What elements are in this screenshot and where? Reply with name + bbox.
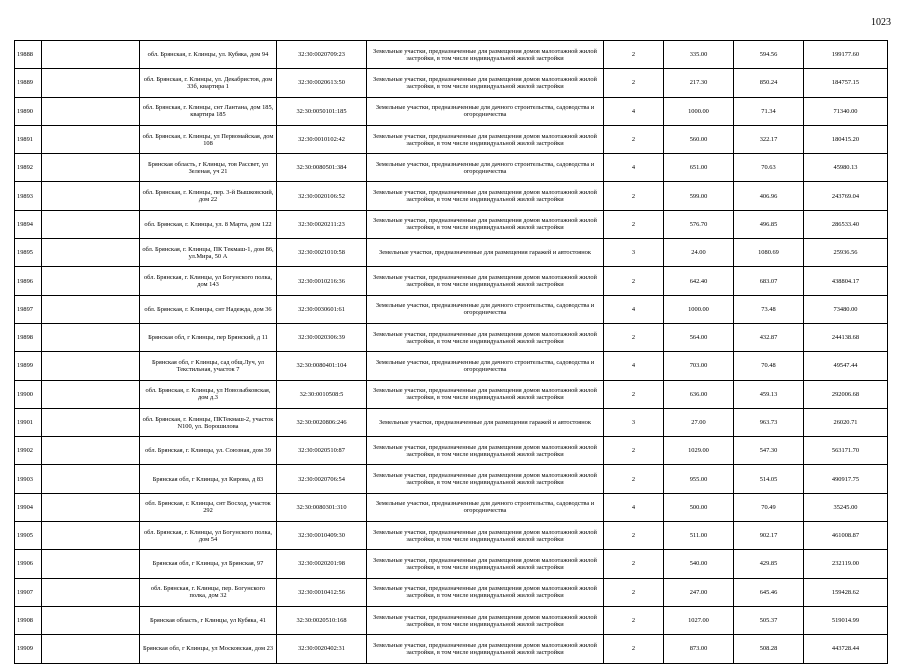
- cadastral-value-cell: 563171.70: [804, 437, 888, 465]
- row-number: 19907: [15, 578, 42, 606]
- specific-value-cell: 594.56: [734, 41, 804, 69]
- specific-value-cell: 514.05: [734, 465, 804, 493]
- cadastral-number-cell: 32:30:0020706:54: [277, 465, 367, 493]
- area-cell: 576.70: [664, 210, 734, 238]
- specific-value-cell: 508.28: [734, 635, 804, 663]
- specific-value-cell: 963.73: [734, 408, 804, 436]
- cadastral-value-table: [14, 40, 888, 664]
- address-cell: обл. Брянская, г. Клинцы, снт Восход, участок 292: [140, 493, 277, 521]
- empty-cell: [42, 97, 140, 125]
- land-purpose-cell: Земельные участки, предназначенные для размещения домов малоэтажной жилой застройки, в том числе индивидуальной жилой застройки: [367, 323, 604, 351]
- group-cell: 4: [604, 295, 664, 323]
- empty-cell: [42, 578, 140, 606]
- cadastral-number-cell: 32:30:0080301:310: [277, 493, 367, 521]
- group-cell: 2: [604, 69, 664, 97]
- row-number: 19903: [15, 465, 42, 493]
- land-purpose-cell: Земельные участки, предназначенные для размещения домов малоэтажной жилой застройки, в том числе индивидуальной жилой застройки: [367, 437, 604, 465]
- group-cell: 2: [604, 41, 664, 69]
- area-cell: 873.00: [664, 635, 734, 663]
- row-number: 19896: [15, 267, 42, 295]
- cadastral-number-cell: 32:30:0080501:384: [277, 154, 367, 182]
- cadastral-value-cell: 244138.68: [804, 323, 888, 351]
- empty-cell: [42, 182, 140, 210]
- cadastral-number-cell: 32:30:0020306:39: [277, 323, 367, 351]
- table-row: [15, 182, 888, 210]
- land-purpose-cell: Земельные участки, предназначенные для размещения домов малоэтажной жилой застройки, в том числе индивидуальной жилой застройки: [367, 41, 604, 69]
- table-row: [15, 380, 888, 408]
- cadastral-value-cell: 461008.87: [804, 522, 888, 550]
- group-cell: 2: [604, 380, 664, 408]
- empty-cell: [42, 408, 140, 436]
- land-purpose-cell: Земельные участки, предназначенные для размещения домов малоэтажной жилой застройки, в том числе индивидуальной жилой застройки: [367, 578, 604, 606]
- table-row: [15, 239, 888, 267]
- table-row: [15, 550, 888, 578]
- table-row: [15, 295, 888, 323]
- row-number: 19888: [15, 41, 42, 69]
- land-purpose-cell: Земельные участки, предназначенные для размещения домов малоэтажной жилой застройки, в том числе индивидуальной жилой застройки: [367, 635, 604, 663]
- empty-cell: [42, 267, 140, 295]
- cadastral-number-cell: 32:30:0010216:36: [277, 267, 367, 295]
- area-cell: 642.40: [664, 267, 734, 295]
- cadastral-value-cell: 159428.62: [804, 578, 888, 606]
- empty-cell: [42, 635, 140, 663]
- empty-cell: [42, 550, 140, 578]
- group-cell: 2: [604, 125, 664, 153]
- area-cell: 1029.00: [664, 437, 734, 465]
- cadastral-value-cell: 243769.04: [804, 182, 888, 210]
- specific-value-cell: 547.30: [734, 437, 804, 465]
- specific-value-cell: 70.48: [734, 352, 804, 380]
- cadastral-value-cell: 519014.99: [804, 606, 888, 634]
- row-number: 19890: [15, 97, 42, 125]
- land-purpose-cell: Земельные участки, предназначенные для размещения домов малоэтажной жилой застройки, в том числе индивидуальной жилой застройки: [367, 267, 604, 295]
- cadastral-value-cell: 26020.71: [804, 408, 888, 436]
- land-purpose-cell: Земельные участки, предназначенные для размещения гаражей и автостоянок: [367, 408, 604, 436]
- address-cell: обл. Брянская, г. Клинцы, ул. Декабристов, дом 33б, квартира 1: [140, 69, 277, 97]
- address-cell: обл. Брянская, г. Клинцы, ул Богунского полка, дом 54: [140, 522, 277, 550]
- cadastral-value-cell: 232119.00: [804, 550, 888, 578]
- cadastral-number-cell: 32:30:0020510:87: [277, 437, 367, 465]
- table-row: [15, 522, 888, 550]
- group-cell: 2: [604, 606, 664, 634]
- group-cell: 2: [604, 323, 664, 351]
- cadastral-number-cell: 32:30:0050101:185: [277, 97, 367, 125]
- row-number: 19889: [15, 69, 42, 97]
- group-cell: 2: [604, 550, 664, 578]
- empty-cell: [42, 210, 140, 238]
- table-row: [15, 125, 888, 153]
- row-number: 19893: [15, 182, 42, 210]
- table-row: [15, 154, 888, 182]
- empty-cell: [42, 239, 140, 267]
- table-row: [15, 493, 888, 521]
- row-number: 19900: [15, 380, 42, 408]
- address-cell: обл. Брянская, г. Клинцы, ул Новозыбковская, дом д.3: [140, 380, 277, 408]
- specific-value-cell: 71.34: [734, 97, 804, 125]
- area-cell: 1000.00: [664, 97, 734, 125]
- table-row: [15, 323, 888, 351]
- area-cell: 703.00: [664, 352, 734, 380]
- address-cell: обл. Брянская, г. Клинцы, ПК Текмаш-1, дом 86, ул.Мира, 50 А: [140, 239, 277, 267]
- table-row: [15, 465, 888, 493]
- cadastral-value-cell: 438804.17: [804, 267, 888, 295]
- cadastral-number-cell: 32:30:0020402:31: [277, 635, 367, 663]
- row-number: 19902: [15, 437, 42, 465]
- address-cell: обл. Брянская, г. Клинцы, пер. 3-й Вышковский, дом 22: [140, 182, 277, 210]
- cadastral-value-cell: 73480.00: [804, 295, 888, 323]
- area-cell: 599.00: [664, 182, 734, 210]
- row-number: 19901: [15, 408, 42, 436]
- cadastral-value-cell: 71340.00: [804, 97, 888, 125]
- table-row: [15, 97, 888, 125]
- address-cell: обл. Брянская, г. Клинцы, ул Первомайская, дом 108: [140, 125, 277, 153]
- group-cell: 4: [604, 352, 664, 380]
- row-number: 19898: [15, 323, 42, 351]
- specific-value-cell: 73.48: [734, 295, 804, 323]
- area-cell: 335.00: [664, 41, 734, 69]
- table-row: [15, 267, 888, 295]
- area-cell: 247.00: [664, 578, 734, 606]
- row-number: 19897: [15, 295, 42, 323]
- table-row: [15, 635, 888, 663]
- row-number: 19892: [15, 154, 42, 182]
- area-cell: 636.00: [664, 380, 734, 408]
- table-row: [15, 408, 888, 436]
- empty-cell: [42, 154, 140, 182]
- row-number: 19906: [15, 550, 42, 578]
- address-cell: обл. Брянская, г. Клинцы, ул. 8 Марта, дом 122: [140, 210, 277, 238]
- row-number: 19894: [15, 210, 42, 238]
- empty-cell: [42, 323, 140, 351]
- cadastral-value-cell: 286533.40: [804, 210, 888, 238]
- address-cell: Брянская обл, г Клинцы, пер Брянский, д 11: [140, 323, 277, 351]
- area-cell: 511.00: [664, 522, 734, 550]
- table-row: [15, 352, 888, 380]
- cadastral-number-cell: 32:30:0020806:246: [277, 408, 367, 436]
- row-number: 19899: [15, 352, 42, 380]
- empty-cell: [42, 493, 140, 521]
- group-cell: 4: [604, 97, 664, 125]
- cadastral-number-cell: 32:30:0010412:56: [277, 578, 367, 606]
- specific-value-cell: 902.17: [734, 522, 804, 550]
- address-cell: обл. Брянская, г. Клинцы, ПКТекмаш-2, участок N100, ул. Ворошилова: [140, 408, 277, 436]
- area-cell: 651.00: [664, 154, 734, 182]
- specific-value-cell: 432.87: [734, 323, 804, 351]
- land-purpose-cell: Земельные участки, предназначенные для дачного строительства, садоводства и огородничества: [367, 154, 604, 182]
- row-number: 19905: [15, 522, 42, 550]
- empty-cell: [42, 606, 140, 634]
- land-purpose-cell: Земельные участки, предназначенные для размещения домов малоэтажной жилой застройки, в том числе индивидуальной жилой застройки: [367, 465, 604, 493]
- specific-value-cell: 496.85: [734, 210, 804, 238]
- table-row: [15, 578, 888, 606]
- land-purpose-cell: Земельные участки, предназначенные для размещения домов малоэтажной жилой застройки, в том числе индивидуальной жилой застройки: [367, 522, 604, 550]
- empty-cell: [42, 352, 140, 380]
- area-cell: 955.00: [664, 465, 734, 493]
- specific-value-cell: 645.46: [734, 578, 804, 606]
- cadastral-number-cell: 32:30:0010508:5: [277, 380, 367, 408]
- address-cell: обл. Брянская, г. Клинцы, ул. Союзная, дом 39: [140, 437, 277, 465]
- table-row: [15, 437, 888, 465]
- address-cell: обл. Брянская, г. Клинцы, ул Богунского полка, дом 143: [140, 267, 277, 295]
- row-number: 19909: [15, 635, 42, 663]
- empty-cell: [42, 465, 140, 493]
- address-cell: обл. Брянская, г. Клинцы, пер. Богунского полка, дом 32: [140, 578, 277, 606]
- row-number: 19908: [15, 606, 42, 634]
- cadastral-value-cell: 45980.13: [804, 154, 888, 182]
- group-cell: 4: [604, 154, 664, 182]
- group-cell: 2: [604, 465, 664, 493]
- empty-cell: [42, 522, 140, 550]
- address-cell: Брянская область, г Клинцы, тов Рассвет, ул Зеленая, уч 21: [140, 154, 277, 182]
- row-number: 19904: [15, 493, 42, 521]
- land-purpose-cell: Земельные участки, предназначенные для размещения домов малоэтажной жилой застройки, в том числе индивидуальной жилой застройки: [367, 606, 604, 634]
- land-purpose-cell: Земельные участки, предназначенные для размещения домов малоэтажной жилой застройки, в том числе индивидуальной жилой застройки: [367, 210, 604, 238]
- land-purpose-cell: Земельные участки, предназначенные для дачного строительства, садоводства и огородничества: [367, 493, 604, 521]
- address-cell: обл. Брянская, г. Клинцы, снт Лантана, дом 185, квартира 185: [140, 97, 277, 125]
- empty-cell: [42, 437, 140, 465]
- cadastral-number-cell: 32:30:0080401:104: [277, 352, 367, 380]
- cadastral-number-cell: 32:30:0020211:23: [277, 210, 367, 238]
- cadastral-number-cell: 32:30:0010409:30: [277, 522, 367, 550]
- cadastral-number-cell: 32:30:0030601:61: [277, 295, 367, 323]
- land-purpose-cell: Земельные участки, предназначенные для дачного строительства, садоводства и огородничества: [367, 352, 604, 380]
- area-cell: 564.00: [664, 323, 734, 351]
- land-purpose-cell: Земельные участки, предназначенные для размещения домов малоэтажной жилой застройки, в том числе индивидуальной жилой застройки: [367, 380, 604, 408]
- row-number: 19895: [15, 239, 42, 267]
- address-cell: Брянская область, г Клинцы, ул Кубяка, 41: [140, 606, 277, 634]
- land-purpose-cell: Земельные участки, предназначенные для размещения домов малоэтажной жилой застройки, в том числе индивидуальной жилой застройки: [367, 182, 604, 210]
- cadastral-number-cell: 32:30:0020613:50: [277, 69, 367, 97]
- group-cell: 2: [604, 267, 664, 295]
- group-cell: 2: [604, 635, 664, 663]
- cadastral-value-cell: 443728.44: [804, 635, 888, 663]
- cadastral-value-cell: 184757.15: [804, 69, 888, 97]
- specific-value-cell: 406.96: [734, 182, 804, 210]
- address-cell: обл. Брянская, г. Клинцы, ул. Кубяка, дом 94: [140, 41, 277, 69]
- cadastral-value-cell: 49547.44: [804, 352, 888, 380]
- cadastral-value-cell: 25936.56: [804, 239, 888, 267]
- cadastral-value-cell: 490917.75: [804, 465, 888, 493]
- land-purpose-cell: Земельные участки, предназначенные для размещения гаражей и автостоянок: [367, 239, 604, 267]
- group-cell: 3: [604, 408, 664, 436]
- cadastral-number-cell: 32:30:0021010:58: [277, 239, 367, 267]
- cadastral-number-cell: 32:30:0010102:42: [277, 125, 367, 153]
- cadastral-value-cell: 35245.00: [804, 493, 888, 521]
- area-cell: 560.00: [664, 125, 734, 153]
- land-purpose-cell: Земельные участки, предназначенные для дачного строительства, садоводства и огородничества: [367, 97, 604, 125]
- specific-value-cell: 459.13: [734, 380, 804, 408]
- group-cell: 3: [604, 239, 664, 267]
- area-cell: 27.00: [664, 408, 734, 436]
- group-cell: 2: [604, 182, 664, 210]
- cadastral-value-cell: 180415.20: [804, 125, 888, 153]
- empty-cell: [42, 41, 140, 69]
- table-row: [15, 606, 888, 634]
- group-cell: 2: [604, 578, 664, 606]
- area-cell: 24.00: [664, 239, 734, 267]
- address-cell: обл. Брянская, г. Клинцы, снт Надежда, дом 36: [140, 295, 277, 323]
- empty-cell: [42, 295, 140, 323]
- table-body: [15, 41, 888, 664]
- specific-value-cell: 70.63: [734, 154, 804, 182]
- land-purpose-cell: Земельные участки, предназначенные для размещения домов малоэтажной жилой застройки, в том числе индивидуальной жилой застройки: [367, 125, 604, 153]
- cadastral-number-cell: 32:30:0020709:23: [277, 41, 367, 69]
- address-cell: Брянская обл, г Клинцы, ул Брянская, 97: [140, 550, 277, 578]
- row-number: 19891: [15, 125, 42, 153]
- page-number: 1023: [871, 17, 891, 28]
- cadastral-value-cell: 292006.68: [804, 380, 888, 408]
- cadastral-value-cell: 199177.60: [804, 41, 888, 69]
- group-cell: 2: [604, 210, 664, 238]
- table-row: [15, 41, 888, 69]
- empty-cell: [42, 125, 140, 153]
- table-row: [15, 210, 888, 238]
- area-cell: 1027.00: [664, 606, 734, 634]
- land-purpose-cell: Земельные участки, предназначенные для размещения домов малоэтажной жилой застройки, в том числе индивидуальной жилой застройки: [367, 69, 604, 97]
- specific-value-cell: 322.17: [734, 125, 804, 153]
- group-cell: 4: [604, 493, 664, 521]
- empty-cell: [42, 69, 140, 97]
- specific-value-cell: 505.37: [734, 606, 804, 634]
- cadastral-number-cell: 32:30:0020106:52: [277, 182, 367, 210]
- table-row: [15, 69, 888, 97]
- empty-cell: [42, 380, 140, 408]
- address-cell: Брянская обл, г Клинцы, ул Кирова, д 83: [140, 465, 277, 493]
- area-cell: 540.00: [664, 550, 734, 578]
- area-cell: 1000.00: [664, 295, 734, 323]
- cadastral-number-cell: 32:30:0020510:168: [277, 606, 367, 634]
- address-cell: Брянская обл, г Клинцы, ул Московская, дом 23: [140, 635, 277, 663]
- area-cell: 217.30: [664, 69, 734, 97]
- specific-value-cell: 850.24: [734, 69, 804, 97]
- cadastral-number-cell: 32:30:0020201:98: [277, 550, 367, 578]
- specific-value-cell: 429.85: [734, 550, 804, 578]
- specific-value-cell: 683.07: [734, 267, 804, 295]
- specific-value-cell: 70.49: [734, 493, 804, 521]
- address-cell: Брянская обл, г Клинцы, сад общ.Луч, ул Текстильная, участок 7: [140, 352, 277, 380]
- area-cell: 500.00: [664, 493, 734, 521]
- specific-value-cell: 1080.69: [734, 239, 804, 267]
- land-purpose-cell: Земельные участки, предназначенные для дачного строительства, садоводства и огородничества: [367, 295, 604, 323]
- group-cell: 2: [604, 522, 664, 550]
- land-purpose-cell: Земельные участки, предназначенные для размещения домов малоэтажной жилой застройки, в том числе индивидуальной жилой застройки: [367, 550, 604, 578]
- group-cell: 2: [604, 437, 664, 465]
